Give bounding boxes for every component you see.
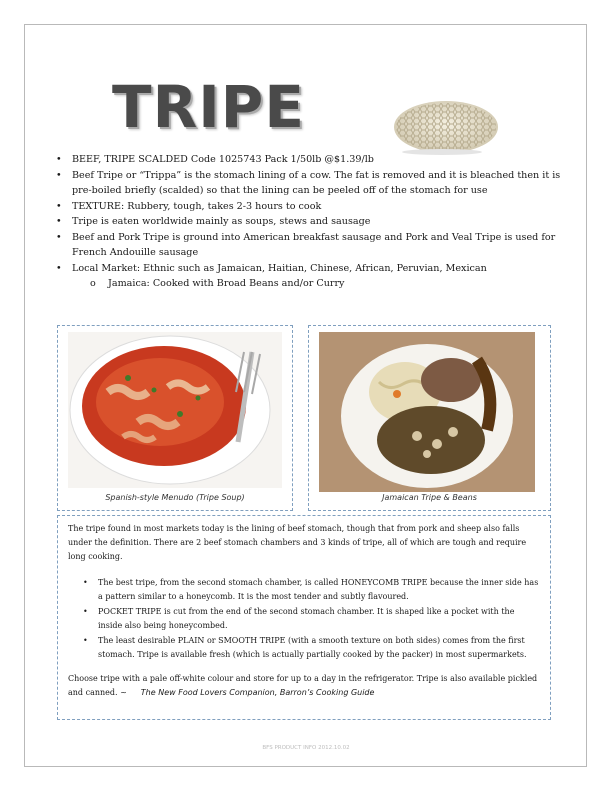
closing-text: Choose tripe with a pale off-white colour and store for up to a day in the refrigerator. Tripe is also available pickled and canned. ~ <box>68 674 538 697</box>
photo-caption-left: Spanish-style Menudo (Tripe Soup) <box>105 493 245 502</box>
photo-caption-right: Jamaican Tripe & Beans <box>382 493 477 502</box>
menudo-photo-panel <box>57 325 293 511</box>
info-intro: The tripe found in most markets today is the lining of beef stomach, though that from pork and sheep also falls under the definition. There are 2 beef stomach chambers and 3 kinds of tripe, all of which are tough and require long cooking. <box>68 524 527 561</box>
tripe-info-box <box>57 515 551 720</box>
list-item: • BEEF, TRIPE SCALDED Code 1025743 Pack 1/50lb @$1.39/lb <box>54 152 564 168</box>
list-item: • Tripe is eaten worldwide mainly as soups, stews and sausage <box>54 214 564 230</box>
tripe-and-beans-photo <box>319 332 535 492</box>
jamaican-photo-panel <box>308 325 551 511</box>
honeycomb-tripe-photo <box>392 94 500 156</box>
info-closing <box>68 672 540 700</box>
fact-list <box>54 152 564 292</box>
citation: The New Food Lovers Companion, Barron’s Cooking Guide <box>140 688 375 697</box>
tripe-types-list <box>68 576 540 662</box>
list-item: • Beef Tripe or “Trippa” is the stomach lining of a cow. The fat is removed and it is bleached then it is pre-boiled briefly (scalded) so that the lining can be peeled off of the stomach for use <box>54 168 564 199</box>
list-item: • TEXTURE: Rubbery, tough, takes 2-3 hours to cook <box>54 199 564 215</box>
list-item: • The best tripe, from the second stomach chamber, is called HONEYCOMB TRIPE because the inner side has a pattern similar to a honeycomb. It is the most tender and subtly flavoured. <box>68 576 540 604</box>
page-footer: BFS PRODUCT INFO 2012.10.02 <box>262 745 350 751</box>
menudo-soup-photo <box>68 332 282 488</box>
list-item: • Local Market: Ethnic such as Jamaican, Haitian, Chinese, African, Peruvian, Mexican <box>54 261 564 277</box>
page-title: TRIPE <box>112 73 305 141</box>
list-item: • POCKET TRIPE is cut from the end of the second stomach chamber. It is shaped like a pocket with the inside also being honeycombed. <box>68 605 540 633</box>
list-item: • Beef and Pork Tripe is ground into American breakfast sausage and Pork and Veal Tripe is used for French Andouille sausage <box>54 230 564 261</box>
list-item: • The least desirable PLAIN or SMOOTH TRIPE (with a smooth texture on both sides) comes from the first stomach. Tripe is available fresh (which is actually partially cooked by the packer) in most supermarkets. <box>68 634 540 662</box>
list-subitem: o Jamaica: Cooked with Broad Beans and/or Curry <box>54 276 564 292</box>
